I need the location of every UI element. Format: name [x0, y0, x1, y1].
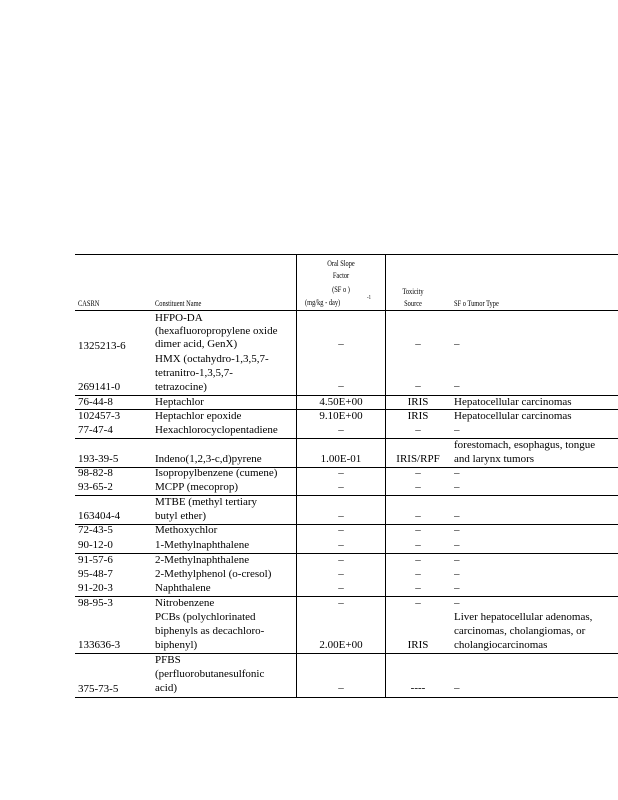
table-cell-tumor: –: [454, 554, 460, 566]
table-cell-name: butyl ether): [155, 510, 207, 522]
table-cell-name: Heptachlor: [155, 396, 204, 408]
table-cell-casrn: 93-65-2: [78, 481, 113, 493]
table-cell-name: MTBE (methyl tertiary: [155, 496, 258, 508]
table-cell-name: HMX (octahydro-1,3,5,7-: [155, 353, 269, 365]
table-cell-tumor: –: [454, 539, 460, 551]
table-cell-casrn: 72-43-5: [78, 524, 113, 536]
table-cell-slope-factor: –: [338, 510, 344, 522]
table-cell-casrn: 375-73-5: [78, 683, 119, 695]
table-cell-source: IRIS/RPF: [396, 453, 440, 465]
table-cell-name: Nitrobenzene: [155, 597, 215, 609]
table-cell-slope-factor: 4.50E+00: [319, 396, 363, 408]
table-cell-slope-factor: –: [338, 481, 344, 493]
table-cell-slope-factor: –: [338, 554, 344, 566]
table-cell-source: –: [415, 481, 421, 493]
table-cell-source: –: [415, 510, 421, 522]
column-divider: [385, 254, 386, 697]
table-cell-slope-factor: 2.00E+00: [319, 639, 363, 651]
table-cell-tumor: forestomach, esophagus, tongue: [454, 439, 596, 451]
table-cell-tumor: Hepatocellular carcinomas: [454, 396, 572, 408]
table-cell-slope-factor: –: [338, 524, 344, 536]
table-cell-casrn: 269141-0: [78, 381, 121, 393]
table-cell-source: –: [415, 424, 421, 436]
table-cell-name: dimer acid, GenX): [155, 338, 238, 350]
table-cell-source: ----: [410, 682, 426, 694]
table-cell-name: Hexachlorocyclopentadiene: [155, 424, 278, 436]
table-cell-source: –: [415, 467, 421, 479]
table-cell-tumor: Hepatocellular carcinomas: [454, 410, 572, 422]
table-cell-tumor: –: [454, 338, 460, 350]
table-cell-tumor: –: [454, 597, 460, 609]
table-cell-name: HFPO-DA: [155, 312, 203, 324]
table-cell-tumor: –: [454, 510, 460, 522]
table-cell-name: MCPP (mecoprop): [155, 481, 239, 493]
table-cell-name: Heptachlor epoxide: [155, 410, 242, 422]
header-toxicity-line1: Toxicity: [402, 287, 424, 296]
table-cell-casrn: 98-82-8: [78, 467, 113, 479]
table-cell-source: –: [415, 568, 421, 580]
table-cell-tumor: cholangiocarcinomas: [454, 639, 548, 651]
table-cell-casrn: 77-47-4: [78, 424, 113, 436]
table-cell-name: 2-Methylphenol (o-cresol): [155, 568, 272, 580]
header-oral-slope-line2: Factor: [332, 271, 350, 280]
table-cell-source: –: [415, 597, 421, 609]
table-cell-name: Indeno(1,2,3-c,d)pyrene: [155, 453, 262, 465]
table-cell-casrn: 95-48-7: [78, 568, 113, 580]
table-cell-slope-factor: –: [338, 597, 344, 609]
table-cell-slope-factor: 9.10E+00: [319, 410, 363, 422]
table-cell-tumor: –: [454, 568, 460, 580]
table-cell-source: –: [415, 524, 421, 536]
table-cell-name: (perfluorobutanesulfonic: [155, 668, 265, 680]
table-cell-name: tetranitro-1,3,5,7-: [155, 367, 233, 379]
header-toxicity-line2: Source: [404, 299, 422, 308]
table-cell-slope-factor: –: [338, 380, 344, 392]
table-cell-source: –: [415, 539, 421, 551]
table-cell-casrn: 98-95-3: [78, 597, 113, 609]
table-cell-casrn: 1325213-6: [78, 340, 126, 352]
table-cell-casrn: 133636-3: [78, 639, 121, 651]
table-top-rule: [75, 254, 618, 255]
table-cell-source: –: [415, 380, 421, 392]
header-oral-slope-line4: (mg/kg - day): [305, 298, 341, 307]
table-cell-casrn: 102457-3: [78, 410, 121, 422]
table-cell-slope-factor: –: [338, 682, 344, 694]
table-cell-tumor: –: [454, 582, 460, 594]
table-cell-tumor: carcinomas, cholangiomas, or: [454, 625, 586, 637]
table-cell-casrn: 91-57-6: [78, 554, 113, 566]
table-cell-slope-factor: –: [338, 338, 344, 350]
table-cell-casrn: 76-44-8: [78, 396, 113, 408]
table-cell-name: 2-Methylnaphthalene: [155, 554, 250, 566]
table-cell-slope-factor: –: [338, 582, 344, 594]
table-cell-tumor: –: [454, 467, 460, 479]
table-cell-slope-factor: –: [338, 424, 344, 436]
header-bottom-rule: [75, 310, 618, 311]
table-cell-source: –: [415, 582, 421, 594]
header-oral-slope-superscript: -1: [367, 295, 371, 301]
table-cell-tumor: Liver hepatocellular adenomas,: [454, 611, 593, 623]
table-cell-casrn: 91-20-3: [78, 582, 113, 594]
table-cell-tumor: –: [454, 424, 460, 436]
table-cell-name: acid): [155, 682, 177, 694]
table-cell-source: –: [415, 338, 421, 350]
table-cell-source: IRIS: [407, 410, 429, 422]
table-cell-tumor: –: [454, 524, 460, 536]
table-cell-name: biphenyls as decachloro-: [155, 625, 265, 637]
table-cell-casrn: 90-12-0: [78, 539, 113, 551]
table-cell-name: biphenyl): [155, 639, 198, 651]
table-cell-name: Naphthalene: [155, 582, 211, 594]
table-cell-source: –: [415, 554, 421, 566]
table-cell-name: Isopropylbenzene (cumene): [155, 467, 278, 479]
table-cell-tumor: –: [454, 682, 460, 694]
header-tumor-type: SF o Tumor Type: [454, 299, 499, 308]
table-cell-casrn: 193-39-5: [78, 453, 119, 465]
table-cell-name: PFBS: [155, 654, 181, 666]
table-cell-name: tetrazocine): [155, 381, 207, 393]
table-cell-slope-factor: –: [338, 467, 344, 479]
header-casrn: CASRN: [78, 299, 100, 308]
header-oral-slope-line3: (SF o ): [332, 285, 350, 294]
table-cell-name: Methoxychlor: [155, 524, 218, 536]
table-cell-tumor: and larynx tumors: [454, 453, 535, 465]
table-cell-source: IRIS: [407, 639, 429, 651]
table-bottom-rule: [75, 697, 618, 698]
header-constituent-name: Constituent Name: [155, 299, 202, 308]
header-oral-slope-line1: Oral Slope: [327, 259, 355, 268]
table-cell-slope-factor: 1.00E-01: [320, 453, 362, 465]
table-cell-tumor: –: [454, 481, 460, 493]
table-cell-name: (hexafluoropropylene oxide: [155, 325, 278, 337]
table-cell-casrn: 163404-4: [78, 510, 121, 522]
table-cell-tumor: –: [454, 380, 460, 392]
table-cell-slope-factor: –: [338, 568, 344, 580]
table-cell-name: PCBs (polychlorinated: [155, 611, 256, 623]
table-cell-slope-factor: –: [338, 539, 344, 551]
table-cell-source: IRIS: [407, 396, 429, 408]
table-cell-name: 1-Methylnaphthalene: [155, 539, 250, 551]
column-divider: [296, 254, 297, 697]
